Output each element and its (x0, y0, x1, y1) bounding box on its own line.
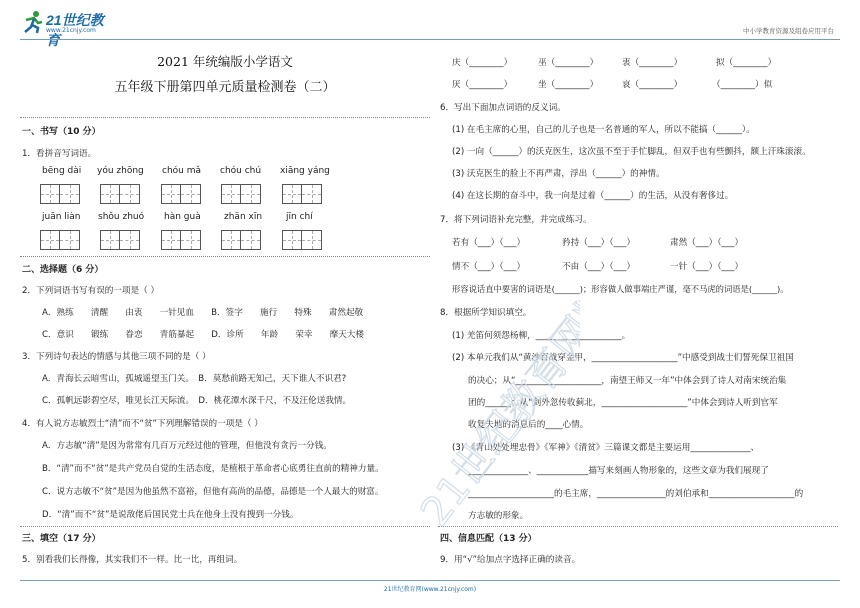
question-8: 8．根据所学知识填空。 (440, 308, 532, 318)
sub-question: 团的______；从“剑外忽传收蓟北，____________________”中体会到诗人听到官军 (468, 398, 778, 408)
writing-grid[interactable] (282, 230, 322, 250)
option-row: A．青海长云暗雪山，孤城遥望玉门关。 B．莫愁前路无知己，天下谁人不识君? (42, 374, 347, 384)
writing-grid[interactable] (100, 184, 140, 204)
sub-question: 方志敏的形象。 (468, 511, 529, 521)
option-row: C．意识 锻练 眷恋 青筋暴起 D．诊所 年龄 荣幸 摩天大楼 (42, 330, 364, 340)
option-row: D．“清”而不“贫”是说敌佬后国民党士兵在他身上没有搜到一分钱。 (42, 510, 299, 520)
idiom-blank: 一针（___）（___） (670, 262, 744, 272)
compare-word: 庆（________） (452, 58, 513, 68)
question-9: 9．用“√”给加点字选择正确的读音。 (440, 555, 581, 565)
pinyin-label: hàn guà (164, 212, 201, 222)
pinyin-label: zhān xīn (224, 212, 263, 222)
pinyin-label: jīn chí (286, 212, 313, 222)
option-row: A．熟练 清醒 由衷 一针见血 B．签字 施行 特殊 肃然起敬 (42, 308, 364, 318)
question-2: 2．下列词语书写有误的一项是（ ） (22, 286, 160, 296)
question-6: 6．写出下面加点词语的反义词。 (440, 103, 566, 113)
sub-question: 收复失地的消息后的____心情。 (468, 420, 589, 430)
option-row: C．孤帆远影碧空尽，唯见长江天际流。 D．桃花潭水深千尺，不及汪伦送我情。 (42, 396, 352, 406)
option-row: A．方志敏“清”是因为常常有几百万元经过他的管理，但他没有贪污一分钱。 (42, 441, 332, 451)
option-row: C．说方志敏不“贫”是因为他虽然不富裕，但他有高尚的品德，品德是一个人最大的财富。 (42, 487, 384, 497)
idiom-blank: 若有（___）（___） (452, 238, 526, 248)
logo-text: 21世纪教育 (46, 12, 104, 48)
sub-question: 形容说话直中要害的词语是(______)；形容做人做事端庄严谨，毫不马虎的词语是(______)。 (452, 284, 789, 294)
sub-question: 的决心；从“____________________，南望王师又一年”中体会到了诗人对南宋统治集 (468, 376, 787, 386)
section-divider (438, 526, 838, 527)
sub-question: (2) 本单元我们从“黄沙百战穿金甲，____________________”中感受到战士们誓死保卫祖国 (452, 353, 794, 363)
idiom-blank: 不由（___）（___） (562, 262, 636, 272)
sub-question: (3) 沃克医生的脸上不再严肃，浮出（______）的神情。 (452, 169, 665, 179)
pinyin-label: chóu chú (220, 166, 262, 176)
sub-question: ______________、____________描写来刻画人物形象的，这些文章为我们展现了 (468, 466, 769, 476)
compare-word: 巫（________） (538, 58, 599, 68)
paper-title: 2021 年统编版小学语文 (157, 54, 293, 69)
header-platform-text: 中小学教育资源及组卷应用平台 (743, 27, 834, 35)
sub-question: ____________________的毛主席，________________的刘伯承和____________________的 (468, 489, 804, 499)
sub-question: (2) 一向（______）的沃克医生，这次虽不至于手忙脚乱，但双手也有些颤抖，额上汗珠滚滚。 (452, 147, 811, 157)
pinyin-label: juān liàn (42, 212, 81, 222)
watermark-text: 21世纪教育网精选资料 (412, 182, 580, 535)
question-3: 3．下列诗句表达的情感与其他三项不同的是（ ） (22, 352, 211, 362)
paper-subtitle: 五年级下册第四单元质量检测卷（二） (114, 80, 336, 95)
compare-word: 坐（________） (538, 80, 599, 90)
section-divider (20, 117, 430, 118)
sub-question: (4) 在这长期的奋斗中，我一向是过着（______）的生活，从没有奢侈过。 (452, 191, 734, 201)
pinyin-label: xiāng yáng (280, 166, 330, 176)
sub-question: (1) 羌笛何须怨杨柳，____________________。 (452, 331, 631, 341)
question-7: 7．将下列词语补充完整，并完成练习。 (440, 215, 592, 225)
writing-grid[interactable] (282, 184, 322, 204)
section-divider (20, 256, 430, 257)
sub-question: (3) 《青山处处埋忠骨》《军神》《清贫》三篇课文都是主要运用______________、 (452, 443, 760, 453)
idiom-blank: 情不（___）（___） (452, 262, 526, 272)
header-divider (20, 39, 840, 40)
writing-grid[interactable] (100, 230, 140, 250)
writing-grid[interactable] (161, 230, 201, 250)
pinyin-label: yóu zhōng (97, 166, 144, 176)
writing-grid[interactable] (161, 184, 201, 204)
compare-word: （________）似 (712, 80, 773, 90)
section-divider (20, 526, 430, 527)
writing-grid[interactable] (221, 230, 261, 250)
section-choice-heading: 二、选择题（6 分） (22, 265, 104, 275)
compare-word: 拟（________） (716, 58, 777, 68)
question-5: 5．别看我们长得像，其实我们不一样。比一比，再组词。 (22, 555, 243, 565)
option-row: B．“清”而不“贫”是共产党员自觉的生活态度，是植根于革命者心底勇往直前的精神力量。 (42, 464, 384, 474)
idiom-blank: 肃然（___）（___） (670, 238, 744, 248)
idiom-blank: 矜持（___）（___） (562, 238, 636, 248)
writing-grid[interactable] (221, 184, 261, 204)
writing-grid[interactable] (40, 184, 80, 204)
sub-question: (1) 在毛主席的心里，自己的儿子也是一名普通的军人，所以不能搞（______）。 (452, 125, 755, 135)
compare-word: 衷（________） (622, 58, 683, 68)
section-match-heading: 四、信息匹配（13 分） (440, 534, 537, 544)
section-writing-heading: 一、书写（10 分） (22, 127, 101, 137)
footer-divider (20, 580, 840, 581)
runner-logo-icon (22, 10, 44, 34)
logo-url: www.21cnjy.com (46, 27, 96, 34)
writing-grid[interactable] (40, 230, 80, 250)
site-logo[interactable] (22, 10, 112, 48)
pinyin-label: chóu mǎ (162, 166, 202, 176)
section-fill-heading: 三、填空（17 分） (22, 534, 101, 544)
pinyin-label: bēng dài (42, 166, 82, 176)
question-1: 1．看拼音写词语。 (22, 149, 97, 159)
compare-word: 哀（________） (622, 80, 683, 90)
footer-text[interactable]: 21世纪教育网(www.21cnjy.com) (383, 586, 477, 593)
compare-word: 厌（________） (452, 80, 513, 90)
pinyin-label: shǒu zhuó (98, 212, 145, 222)
question-4: 4．有人说方志敏烈士“清”而不“贫”下列理解错误的一项是（ ） (22, 419, 263, 429)
